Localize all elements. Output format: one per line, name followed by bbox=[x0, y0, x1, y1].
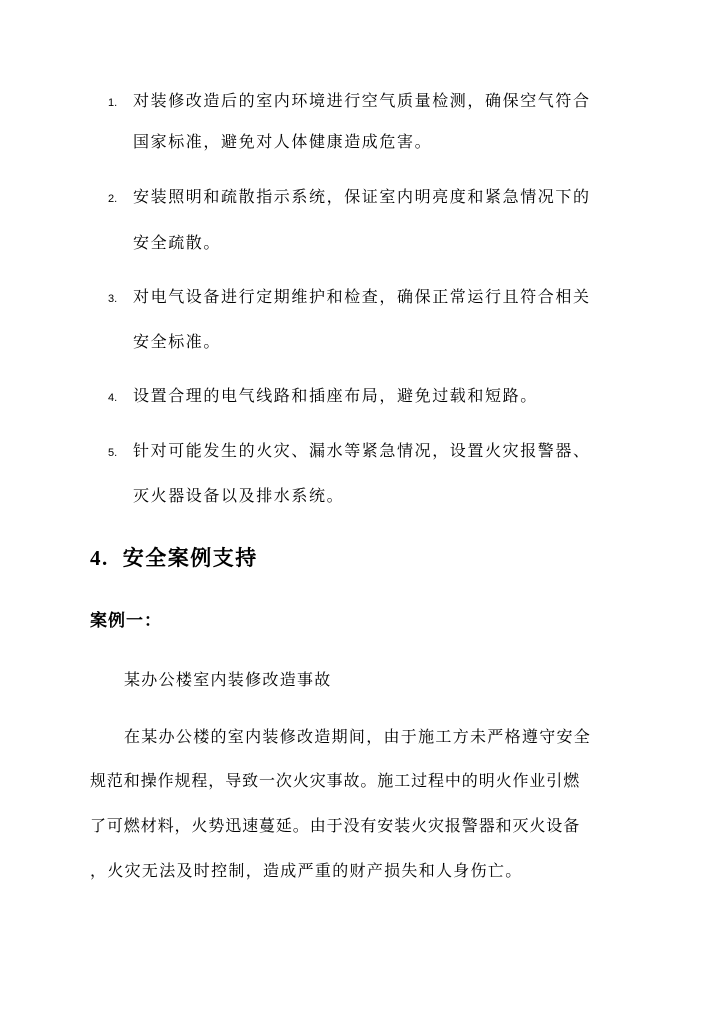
list-item-line: 针对可能发生的火灾、漏水等紧急情况，设置火灾报警器、 bbox=[133, 441, 591, 460]
section-title: 安全案例支持 bbox=[122, 546, 258, 570]
list-item-number: 2. bbox=[108, 193, 118, 205]
list-item-line: 安全标准。 bbox=[133, 332, 222, 351]
section-number: 4. bbox=[90, 546, 109, 570]
list-item-line: 安装照明和疏散指示系统，保证室内明亮度和紧急情况下的 bbox=[133, 187, 591, 206]
list-item-number: 1. bbox=[108, 97, 118, 109]
list-item-line: 国家标准，避免对人体健康造成危害。 bbox=[133, 132, 433, 151]
paragraph-line: 了可燃材料，火势迅速蔓延。由于没有安装火灾报警器和灭火设备 bbox=[90, 816, 581, 835]
list-item-number: 5. bbox=[108, 447, 118, 459]
list-item-number: 4. bbox=[108, 392, 118, 404]
list-item-line: 设置合理的电气线路和插座布局，避免过载和短路。 bbox=[133, 386, 538, 405]
list-item-line: 灭火器设备以及排水系统。 bbox=[133, 486, 345, 505]
section-heading bbox=[90, 538, 258, 578]
list-item-line: 对电气设备进行定期维护和检查，确保正常运行且符合相关 bbox=[133, 287, 591, 306]
paragraph-line: 在某办公楼的室内装修改造期间，由于施工方未严格遵守安全 bbox=[124, 727, 592, 746]
list-item-number: 3. bbox=[108, 293, 118, 305]
paragraph-line: ，火灾无法及时控制，造成严重的财产损失和人身伤亡。 bbox=[90, 861, 523, 880]
paragraph-line: 规范和操作规程，导致一次火灾事故。施工过程中的明火作业引燃 bbox=[90, 771, 581, 790]
case-label: 案例一： bbox=[90, 611, 162, 631]
list-item-line: 安全疏散。 bbox=[133, 233, 222, 252]
case-title: 某办公楼室内装修改造事故 bbox=[124, 670, 332, 689]
list-item-line: 对装修改造后的室内环境进行空气质量检测，确保空气符合 bbox=[133, 91, 591, 110]
